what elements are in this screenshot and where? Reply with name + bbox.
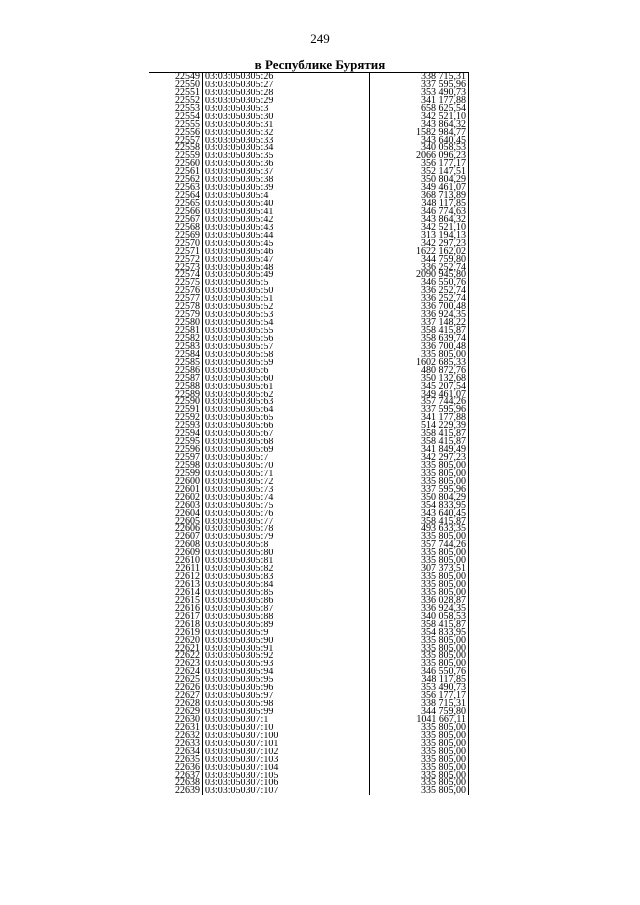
cadastral-number: 03:03:050305:84 — [203, 581, 370, 589]
row-number: 22638 — [149, 779, 203, 787]
cadastral-value: 341 849,49 — [370, 446, 469, 454]
cadastral-number: 03:03:050305:26 — [203, 73, 370, 81]
row-number: 22610 — [149, 557, 203, 565]
row-number: 22589 — [149, 391, 203, 399]
cadastral-value: 1622 162,02 — [370, 248, 469, 256]
cadastral-value: 343 864,32 — [370, 121, 469, 129]
cadastral-value: 336 700,48 — [370, 343, 469, 351]
cadastral-value: 358 415,87 — [370, 518, 469, 526]
row-number: 22639 — [149, 787, 203, 795]
row-number: 22606 — [149, 525, 203, 533]
cadastral-number: 03:03:050305:85 — [203, 589, 370, 597]
cadastral-value: 335 805,00 — [370, 748, 469, 756]
row-number: 22552 — [149, 97, 203, 105]
cadastral-value: 341 177,88 — [370, 414, 469, 422]
row-number: 22587 — [149, 375, 203, 383]
cadastral-number: 03:03:050305:38 — [203, 176, 370, 184]
cadastral-number: 03:03:050305:78 — [203, 525, 370, 533]
cadastral-number: 03:03:050305:27 — [203, 81, 370, 89]
row-number: 22634 — [149, 748, 203, 756]
cadastral-value: 358 415,87 — [370, 621, 469, 629]
cadastral-value: 335 805,00 — [370, 724, 469, 732]
cadastral-number: 03:03:050305:86 — [203, 597, 370, 605]
row-number: 22618 — [149, 621, 203, 629]
cadastral-value: 343 640,45 — [370, 510, 469, 518]
cadastral-value: 335 805,00 — [370, 772, 469, 780]
cadastral-value: 335 805,00 — [370, 478, 469, 486]
cadastral-number: 03:03:050305:4 — [203, 192, 370, 200]
row-number: 22574 — [149, 271, 203, 279]
cadastral-number: 03:03:050305:68 — [203, 438, 370, 446]
row-number: 22591 — [149, 406, 203, 414]
row-number: 22577 — [149, 295, 203, 303]
cadastral-value: 349 461,07 — [370, 391, 469, 399]
cadastral-number: 03:03:050305:5 — [203, 279, 370, 287]
cadastral-value: 335 805,00 — [370, 732, 469, 740]
cadastral-number: 03:03:050305:75 — [203, 502, 370, 510]
row-number: 22633 — [149, 740, 203, 748]
cadastral-number: 03:03:050305:40 — [203, 200, 370, 208]
row-number: 22567 — [149, 216, 203, 224]
row-number: 22597 — [149, 454, 203, 462]
cadastral-value: 350 804,29 — [370, 176, 469, 184]
cadastral-number: 03:03:050307:105 — [203, 772, 370, 780]
row-number: 22609 — [149, 549, 203, 557]
cadastral-number: 03:03:050305:82 — [203, 565, 370, 573]
cadastral-value: 358 639,74 — [370, 335, 469, 343]
row-number: 22600 — [149, 478, 203, 486]
row-number: 22586 — [149, 367, 203, 375]
row-number: 22629 — [149, 708, 203, 716]
cadastral-value: 336 924,35 — [370, 311, 469, 319]
cadastral-number: 03:03:050305:47 — [203, 256, 370, 264]
cadastral-number: 03:03:050307:102 — [203, 748, 370, 756]
cadastral-value: 335 805,00 — [370, 533, 469, 541]
cadastral-value: 335 805,00 — [370, 645, 469, 653]
row-number: 22558 — [149, 144, 203, 152]
row-number: 22562 — [149, 176, 203, 184]
cadastral-value: 480 872,76 — [370, 367, 469, 375]
cadastral-value: 514 229,39 — [370, 422, 469, 430]
cadastral-value: 346 774,63 — [370, 208, 469, 216]
cadastral-number: 03:03:050305:28 — [203, 89, 370, 97]
cadastral-number: 03:03:050305:30 — [203, 113, 370, 121]
page-number: 249 — [310, 31, 330, 46]
row-number: 22626 — [149, 684, 203, 692]
row-number: 22572 — [149, 256, 203, 264]
cadastral-number: 03:03:050305:76 — [203, 510, 370, 518]
cadastral-number: 03:03:050305:56 — [203, 335, 370, 343]
cadastral-value: 344 759,80 — [370, 256, 469, 264]
cadastral-number: 03:03:050305:59 — [203, 359, 370, 367]
cadastral-number: 03:03:050305:62 — [203, 391, 370, 399]
cadastral-value: 342 521,10 — [370, 224, 469, 232]
cadastral-number: 03:03:050305:99 — [203, 708, 370, 716]
cadastral-number: 03:03:050305:65 — [203, 414, 370, 422]
row-number: 22599 — [149, 470, 203, 478]
row-number: 22588 — [149, 383, 203, 391]
cadastral-value: 337 148,22 — [370, 319, 469, 327]
cadastral-number: 03:03:050305:74 — [203, 494, 370, 502]
cadastral-value: 368 713,89 — [370, 192, 469, 200]
cadastral-value: 335 805,00 — [370, 764, 469, 772]
cadastral-value: 335 805,00 — [370, 557, 469, 565]
cadastral-number: 03:03:050305:98 — [203, 700, 370, 708]
row-number: 22579 — [149, 311, 203, 319]
cadastral-number: 03:03:050305:43 — [203, 224, 370, 232]
cadastral-number: 03:03:050305:97 — [203, 692, 370, 700]
row-number: 22616 — [149, 605, 203, 613]
row-number: 22585 — [149, 359, 203, 367]
row-number: 22553 — [149, 105, 203, 113]
cadastral-number: 03:03:050305:49 — [203, 271, 370, 279]
cadastral-value: 346 550,76 — [370, 279, 469, 287]
cadastral-number: 03:03:050305:72 — [203, 478, 370, 486]
row-number: 22622 — [149, 652, 203, 660]
cadastral-value: 1582 984,77 — [370, 129, 469, 137]
cadastral-number: 03:03:050307:103 — [203, 756, 370, 764]
cadastral-value: 340 058,53 — [370, 613, 469, 621]
row-number: 22581 — [149, 327, 203, 335]
cadastral-value: 342 521,10 — [370, 113, 469, 121]
cadastral-number: 03:03:050305:88 — [203, 613, 370, 621]
cadastral-number: 03:03:050305:45 — [203, 240, 370, 248]
row-number: 22608 — [149, 541, 203, 549]
cadastral-value: 336 924,35 — [370, 605, 469, 613]
row-number: 22556 — [149, 129, 203, 137]
cadastral-value: 342 297,23 — [370, 240, 469, 248]
cadastral-value: 337 595,96 — [370, 486, 469, 494]
cadastral-number: 03:03:050307:10 — [203, 724, 370, 732]
cadastral-value: 343 864,32 — [370, 216, 469, 224]
data-table — [149, 72, 469, 795]
row-number: 22549 — [149, 73, 203, 81]
cadastral-number: 03:03:050307:101 — [203, 740, 370, 748]
row-number: 22561 — [149, 168, 203, 176]
cadastral-number: 03:03:050305:83 — [203, 573, 370, 581]
cadastral-number: 03:03:050305:69 — [203, 446, 370, 454]
cadastral-number: 03:03:050305:92 — [203, 652, 370, 660]
cadastral-value: 335 805,00 — [370, 652, 469, 660]
cadastral-number: 03:03:050305:66 — [203, 422, 370, 430]
cadastral-number: 03:03:050305:80 — [203, 549, 370, 557]
cadastral-value: 335 805,00 — [370, 660, 469, 668]
row-number: 22624 — [149, 668, 203, 676]
cadastral-number: 03:03:050305:41 — [203, 208, 370, 216]
cadastral-number: 03:03:050305:31 — [203, 121, 370, 129]
row-number: 22605 — [149, 518, 203, 526]
row-number: 22602 — [149, 494, 203, 502]
row-number: 22632 — [149, 732, 203, 740]
cadastral-number: 03:03:050307:106 — [203, 779, 370, 787]
cadastral-value: 313 194,13 — [370, 232, 469, 240]
cadastral-number: 03:03:050305:9 — [203, 629, 370, 637]
row-number: 22614 — [149, 589, 203, 597]
cadastral-number: 03:03:050305:67 — [203, 430, 370, 438]
row-number: 22628 — [149, 700, 203, 708]
row-number: 22603 — [149, 502, 203, 510]
cadastral-value: 658 625,54 — [370, 105, 469, 113]
cadastral-value: 336 252,74 — [370, 287, 469, 295]
cadastral-value: 335 805,00 — [370, 573, 469, 581]
row-number: 22594 — [149, 430, 203, 438]
row-number: 22612 — [149, 573, 203, 581]
cadastral-value: 2066 096,23 — [370, 152, 469, 160]
cadastral-number: 03:03:050305:73 — [203, 486, 370, 494]
row-number: 22604 — [149, 510, 203, 518]
cadastral-value: 343 640,45 — [370, 137, 469, 145]
cadastral-value: 348 117,85 — [370, 676, 469, 684]
cadastral-number: 03:03:050305:71 — [203, 470, 370, 478]
table-body — [149, 73, 469, 795]
cadastral-number: 03:03:050305:3 — [203, 105, 370, 113]
cadastral-number: 03:03:050305:95 — [203, 676, 370, 684]
cadastral-value: 336 700,48 — [370, 303, 469, 311]
row-number: 22621 — [149, 645, 203, 653]
cadastral-number: 03:03:050305:57 — [203, 343, 370, 351]
row-number: 22564 — [149, 192, 203, 200]
cadastral-number: 03:03:050305:90 — [203, 637, 370, 645]
cadastral-number: 03:03:050305:6 — [203, 367, 370, 375]
cadastral-value: 2090 945,80 — [370, 271, 469, 279]
cadastral-value: 354 833,95 — [370, 502, 469, 510]
cadastral-value: 335 805,00 — [370, 779, 469, 787]
cadastral-value: 356 177,17 — [370, 692, 469, 700]
row-number: 22565 — [149, 200, 203, 208]
cadastral-number: 03:03:050305:33 — [203, 137, 370, 145]
row-number: 22620 — [149, 637, 203, 645]
cadastral-value: 1602 685,33 — [370, 359, 469, 367]
cadastral-value: 336 252,74 — [370, 295, 469, 303]
cadastral-value: 358 415,87 — [370, 430, 469, 438]
cadastral-value: 354 833,95 — [370, 629, 469, 637]
row-number: 22584 — [149, 351, 203, 359]
row-number: 22615 — [149, 597, 203, 605]
cadastral-number: 03:03:050305:39 — [203, 184, 370, 192]
cadastral-number: 03:03:050305:7 — [203, 454, 370, 462]
cadastral-number: 03:03:050305:61 — [203, 383, 370, 391]
cadastral-value: 350 132,68 — [370, 375, 469, 383]
cadastral-number: 03:03:050305:55 — [203, 327, 370, 335]
row-number: 22580 — [149, 319, 203, 327]
row-number: 22598 — [149, 462, 203, 470]
row-number: 22560 — [149, 160, 203, 168]
cadastral-number: 03:03:050305:77 — [203, 518, 370, 526]
row-number: 22557 — [149, 137, 203, 145]
cadastral-value: 335 805,00 — [370, 756, 469, 764]
cadastral-number: 03:03:050305:35 — [203, 152, 370, 160]
cadastral-number: 03:03:050305:34 — [203, 144, 370, 152]
cadastral-number: 03:03:050305:32 — [203, 129, 370, 137]
row-number: 22582 — [149, 335, 203, 343]
row-number: 22583 — [149, 343, 203, 351]
row-number: 22590 — [149, 398, 203, 406]
cadastral-value: 335 805,00 — [370, 637, 469, 645]
cadastral-number: 03:03:050305:70 — [203, 462, 370, 470]
cadastral-value: 358 415,87 — [370, 438, 469, 446]
cadastral-value: 344 759,80 — [370, 708, 469, 716]
cadastral-value: 353 490,73 — [370, 684, 469, 692]
cadastral-number: 03:03:050307:1 — [203, 716, 370, 724]
row-number: 22596 — [149, 446, 203, 454]
cadastral-number: 03:03:050305:48 — [203, 264, 370, 272]
row-number: 22563 — [149, 184, 203, 192]
cadastral-number: 03:03:050305:29 — [203, 97, 370, 105]
cadastral-value: 335 805,00 — [370, 740, 469, 748]
row-number: 22555 — [149, 121, 203, 129]
cadastral-number: 03:03:050305:89 — [203, 621, 370, 629]
cadastral-value: 342 297,23 — [370, 454, 469, 462]
table-row — [149, 787, 469, 795]
row-number: 22576 — [149, 287, 203, 295]
cadastral-value: 349 461,07 — [370, 184, 469, 192]
row-number: 22611 — [149, 565, 203, 573]
cadastral-number: 03:03:050305:81 — [203, 557, 370, 565]
cadastral-value: 307 373,51 — [370, 565, 469, 573]
row-number: 22592 — [149, 414, 203, 422]
cadastral-value: 337 595,96 — [370, 406, 469, 414]
row-number: 22578 — [149, 303, 203, 311]
row-number: 22631 — [149, 724, 203, 732]
cadastral-number: 03:03:050305:93 — [203, 660, 370, 668]
cadastral-number: 03:03:050305:42 — [203, 216, 370, 224]
cadastral-value: 358 415,87 — [370, 327, 469, 335]
cadastral-value: 335 805,00 — [370, 589, 469, 597]
row-number: 22593 — [149, 422, 203, 430]
page-title: в Республике Бурятия — [254, 57, 386, 72]
cadastral-value: 336 028,87 — [370, 597, 469, 605]
cadastral-value: 352 147,51 — [370, 168, 469, 176]
cadastral-number: 03:03:050305:94 — [203, 668, 370, 676]
cadastral-number: 03:03:050305:50 — [203, 287, 370, 295]
cadastral-value: 357 744,26 — [370, 398, 469, 406]
cadastral-number: 03:03:050305:64 — [203, 406, 370, 414]
row-number: 22559 — [149, 152, 203, 160]
cadastral-value: 335 805,00 — [370, 549, 469, 557]
cadastral-number: 03:03:050305:46 — [203, 248, 370, 256]
cadastral-value: 356 177,17 — [370, 160, 469, 168]
row-number: 22570 — [149, 240, 203, 248]
cadastral-value: 335 805,00 — [370, 470, 469, 478]
cadastral-value: 335 805,00 — [370, 581, 469, 589]
cadastral-value: 335 805,00 — [370, 351, 469, 359]
cadastral-value: 1041 667,11 — [370, 716, 469, 724]
row-number: 22623 — [149, 660, 203, 668]
row-number: 22573 — [149, 264, 203, 272]
row-number: 22630 — [149, 716, 203, 724]
cadastral-number: 03:03:050305:96 — [203, 684, 370, 692]
row-number: 22636 — [149, 764, 203, 772]
row-number: 22627 — [149, 692, 203, 700]
row-number: 22625 — [149, 676, 203, 684]
row-number: 22601 — [149, 486, 203, 494]
row-number: 22569 — [149, 232, 203, 240]
cadastral-number: 03:03:050307:104 — [203, 764, 370, 772]
cadastral-value: 337 595,96 — [370, 81, 469, 89]
cadastral-value: 341 177,88 — [370, 97, 469, 105]
cadastral-number: 03:03:050305:44 — [203, 232, 370, 240]
cadastral-number: 03:03:050305:79 — [203, 533, 370, 541]
cadastral-value: 493 633,35 — [370, 525, 469, 533]
cadastral-number: 03:03:050305:53 — [203, 311, 370, 319]
row-number: 22551 — [149, 89, 203, 97]
cadastral-value: 350 804,29 — [370, 494, 469, 502]
cadastral-number: 03:03:050305:87 — [203, 605, 370, 613]
cadastral-number: 03:03:050305:91 — [203, 645, 370, 653]
row-number: 22550 — [149, 81, 203, 89]
cadastral-value: 348 117,85 — [370, 200, 469, 208]
cadastral-value: 338 715,31 — [370, 700, 469, 708]
cadastral-number: 03:03:050305:36 — [203, 160, 370, 168]
row-number: 22637 — [149, 772, 203, 780]
cadastral-value: 345 207,54 — [370, 383, 469, 391]
cadastral-value: 346 550,76 — [370, 668, 469, 676]
row-number: 22617 — [149, 613, 203, 621]
cadastral-number: 03:03:050305:51 — [203, 295, 370, 303]
row-number: 22575 — [149, 279, 203, 287]
row-number: 22554 — [149, 113, 203, 121]
cadastral-value: 357 744,26 — [370, 541, 469, 549]
cadastral-number: 03:03:050305:58 — [203, 351, 370, 359]
cadastral-value: 336 252,74 — [370, 264, 469, 272]
row-number: 22619 — [149, 629, 203, 637]
cadastral-value: 335 805,00 — [370, 787, 469, 795]
row-number: 22568 — [149, 224, 203, 232]
row-number: 22607 — [149, 533, 203, 541]
cadastral-value: 338 715,31 — [370, 73, 469, 81]
cadastral-number: 03:03:050305:52 — [203, 303, 370, 311]
row-number: 22571 — [149, 248, 203, 256]
row-number: 22595 — [149, 438, 203, 446]
row-number: 22635 — [149, 756, 203, 764]
cadastral-number: 03:03:050307:100 — [203, 732, 370, 740]
row-number: 22566 — [149, 208, 203, 216]
row-number: 22613 — [149, 581, 203, 589]
cadastral-number: 03:03:050305:60 — [203, 375, 370, 383]
cadastral-value: 335 805,00 — [370, 462, 469, 470]
cadastral-value: 353 490,73 — [370, 89, 469, 97]
cadastral-number: 03:03:050305:8 — [203, 541, 370, 549]
cadastral-value: 340 058,53 — [370, 144, 469, 152]
cadastral-number: 03:03:050305:54 — [203, 319, 370, 327]
cadastral-number: 03:03:050305:63 — [203, 398, 370, 406]
cadastral-number: 03:03:050307:107 — [203, 787, 370, 795]
cadastral-number: 03:03:050305:37 — [203, 168, 370, 176]
